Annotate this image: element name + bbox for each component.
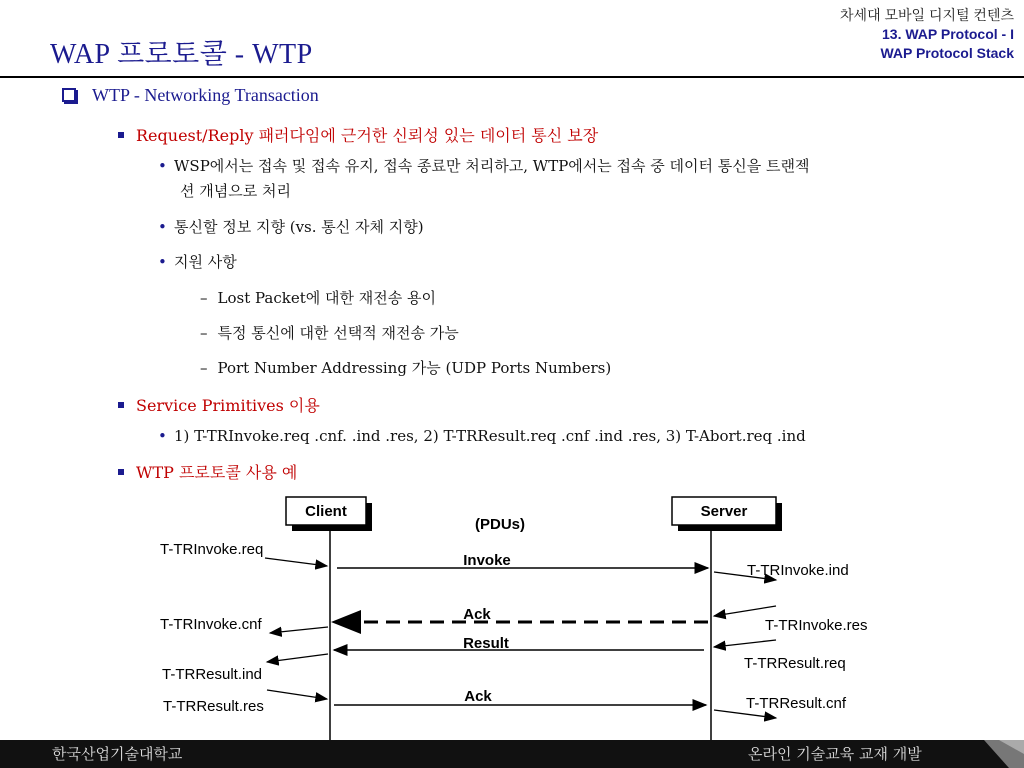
footer-bar [0,740,1024,768]
primitive-arrow [714,606,776,616]
primitive-arrow [714,640,776,647]
dot-bullet-icon: • [158,157,167,175]
item-text: WSP에서는 접속 및 접속 유지, 접속 종료만 처리하고, WTP에서는 접속 중 데이터 통신을 트랜젝 [174,157,810,175]
section-text: WAP Protocol Stack [880,45,1014,61]
item-text: 지원 사항 [174,253,237,271]
heading-text: WTP - Networking Transaction [92,85,319,105]
item-text: 특정 통신에 대한 선택적 재전송 가능 [217,324,459,342]
message-label-invoke: Invoke [463,552,511,569]
primitive-arrow [267,690,327,699]
dot-bullet-icon: • [158,253,167,271]
dot-bullet-icon: • [158,427,167,445]
footer-left-text: 한국산업기술대학교 [52,745,183,763]
item-text: 1) T-TRInvoke.req .cnf. .ind .res, 2) T-TRResult.req .cnf .ind .res, 3) T-Abort.req .ind [174,427,806,445]
server-label: Server [700,503,748,520]
primitive-label: T-TRInvoke.req [160,541,264,558]
item-text: WTP 프로토콜 사용 예 [136,463,298,482]
chapter-text: 13. WAP Protocol - I [882,26,1014,42]
message-label-result: Result [463,635,509,652]
item-text: Service Primitives 이용 [136,396,320,415]
dash-bullet-icon: – [200,289,208,307]
message-label-ack: Ack [463,606,491,623]
primitive-label: T-TRResult.cnf [746,695,847,712]
dash-bullet-icon: – [200,359,208,377]
footer-decoration-icon [964,740,1024,768]
primitive-arrow [265,558,327,566]
primitive-label: T-TRInvoke.ind [747,562,849,579]
item-text: 통신할 정보 지향 (vs. 통신 자체 지향) [174,218,424,236]
dot-bullet-icon: • [158,218,167,236]
primitive-label: T-TRResult.req [744,655,846,672]
primitive-label: T-TRInvoke.cnf [160,616,262,633]
pdus-label: (PDUs) [474,516,526,533]
primitive-arrow [270,627,328,633]
primitive-label: T-TRResult.res [163,698,264,715]
primitive-label: T-TRResult.ind [162,666,263,683]
message-label-ack-2: Ack [464,688,492,705]
item-text: Port Number Addressing 가능 (UDP Ports Numbers) [217,359,612,377]
item-text-continued: 션 개념으로 처리 [180,182,291,200]
footer-right-text: 온라인 기술교육 교재 개발 [748,745,922,763]
brand-text: 차세대 모바일 디지털 컨텐츠 [840,7,1014,23]
primitive-arrow [267,654,328,662]
dash-bullet-icon: – [200,324,208,342]
client-label: Client [305,503,347,520]
primitive-label: T-TRInvoke.res [765,617,868,634]
page-title: WAP 프로토콜 - WTP [50,39,313,70]
item-text: Lost Packet에 대한 재전송 용이 [217,289,436,307]
item-text: Request/Reply 패러다임에 근거한 신뢰성 있는 데이터 통신 보장 [136,126,599,145]
